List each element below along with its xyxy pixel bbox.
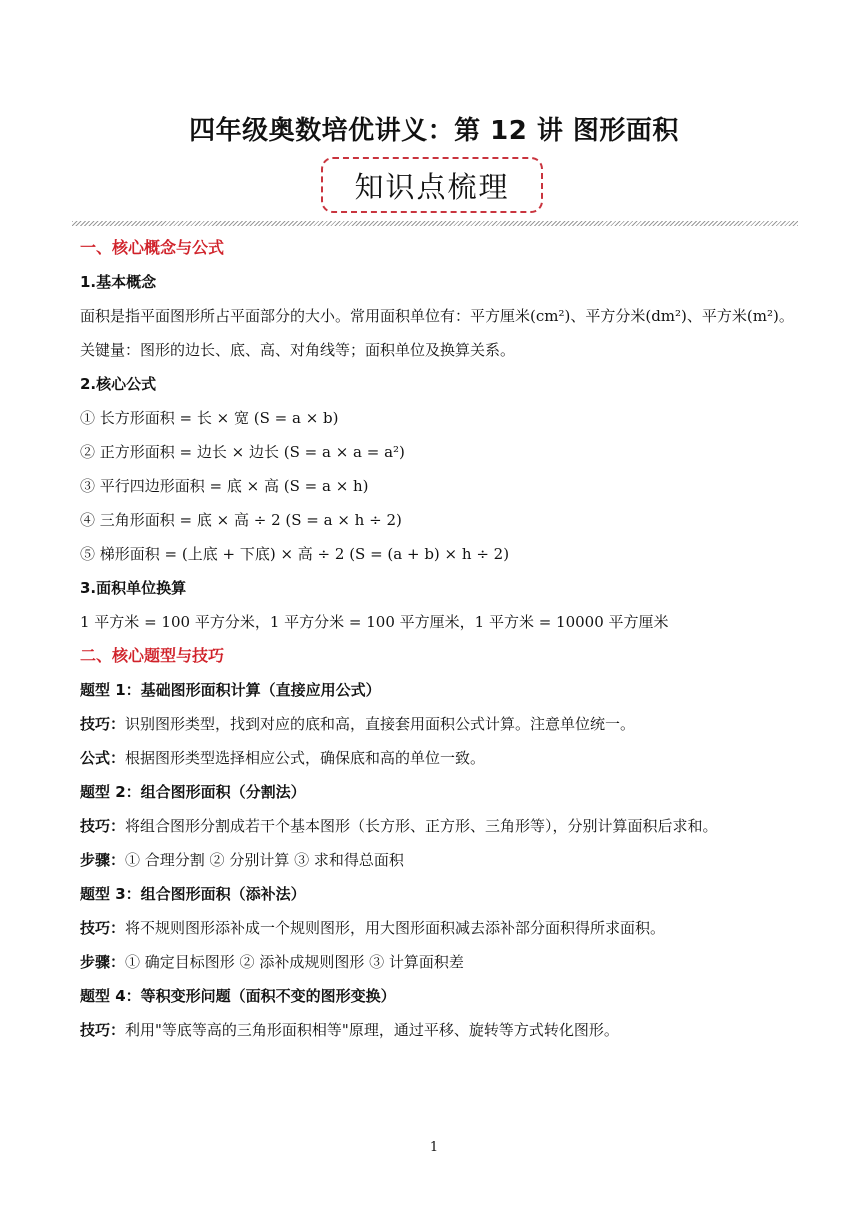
hatched-divider <box>72 221 798 226</box>
tip-text: 将不规则图形添补成一个规则图形，用大图形面积减去添补部分面积得所求面积。 <box>125 919 666 937</box>
subheading-basic-concepts: 1.基本概念 <box>80 273 157 291</box>
subheading-unit-conversion: 3.面积单位换算 <box>80 579 187 597</box>
document-title: 四年级奥数培优讲义：第 12 讲 图形面积 <box>189 116 679 146</box>
problem-type-2-tip <box>80 809 798 843</box>
tip-text: 识别图形类型，找到对应的底和高，直接套用面积公式计算。注意单位统一。 <box>125 715 636 733</box>
tip-label: 技巧： <box>80 817 126 835</box>
unit-conversion-text: 1 平方米 = 100 平方分米，1 平方分米 = 100 平方厘米，1 平方米 = 10000 平方厘米 <box>80 613 669 631</box>
tip-text: 利用"等底等高的三角形面积相等"原理，通过平移、旋转等方式转化图形。 <box>125 1021 619 1039</box>
section-heading-problem-types: 二、核心题型与技巧 <box>80 646 225 665</box>
page-number: 1 <box>429 1140 439 1155</box>
problem-type-1-tip <box>80 707 798 741</box>
steps-label: 步骤： <box>80 851 126 869</box>
steps-text: ① 合理分割 ② 分别计算 ③ 求和得总面积 <box>125 851 404 869</box>
problem-type-1-formula <box>80 741 798 775</box>
steps-text: ① 确定目标图形 ② 添补成规则图形 ③ 计算面积差 <box>125 953 464 971</box>
tip-label: 技巧： <box>80 919 126 937</box>
problem-type-1-title: 题型 1：基础图形面积计算（直接应用公式） <box>80 681 381 699</box>
section-badge: 知识点梳理 <box>321 157 543 213</box>
formula-trapezoid: ⑤ 梯形面积 = (上底 + 下底) × 高 ÷ 2 (S = (a + b) × h ÷ 2) <box>80 545 510 563</box>
problem-type-2-steps <box>80 843 798 877</box>
formula-square: ② 正方形面积 = 边长 × 边长 (S = a × a = a²) <box>80 443 405 461</box>
steps-label: 步骤： <box>80 953 126 971</box>
formula-label: 公式： <box>80 749 126 767</box>
tip-text: 将组合图形分割成若干个基本图形（长方形、正方形、三角形等），分别计算面积后求和。 <box>125 817 718 835</box>
formula-parallelogram: ③ 平行四边形面积 = 底 × 高 (S = a × h) <box>80 477 369 495</box>
content-body <box>80 231 798 1047</box>
problem-type-3-steps <box>80 945 798 979</box>
problem-type-2-title: 题型 2：组合图形面积（分割法） <box>80 783 306 801</box>
key-quantities-paragraph: 关键量：图形的边长、底、高、对角线等；面积单位及换算关系。 <box>80 341 516 359</box>
tip-label: 技巧： <box>80 1021 126 1039</box>
tip-label: 技巧： <box>80 715 126 733</box>
basic-concept-paragraph: 面积是指平面图形所占平面部分的大小。常用面积单位有：平方厘米(cm²)、平方分米(dm²)、平方米(m²)。 <box>80 307 794 325</box>
formula-rectangle: ① 长方形面积 = 长 × 宽 (S = a × b) <box>80 409 339 427</box>
problem-type-3-title: 题型 3：组合图形面积（添补法） <box>80 885 306 903</box>
problem-type-4-tip <box>80 1013 798 1047</box>
formula-text: 根据图形类型选择相应公式，确保底和高的单位一致。 <box>125 749 486 767</box>
problem-type-3-tip <box>80 911 798 945</box>
formula-triangle: ④ 三角形面积 = 底 × 高 ÷ 2 (S = a × h ÷ 2) <box>80 511 402 529</box>
problem-type-4-title: 题型 4：等积变形问题（面积不变的图形变换） <box>80 987 396 1005</box>
section-heading-concepts: 一、核心概念与公式 <box>80 238 225 257</box>
subheading-core-formulas: 2.核心公式 <box>80 375 157 393</box>
